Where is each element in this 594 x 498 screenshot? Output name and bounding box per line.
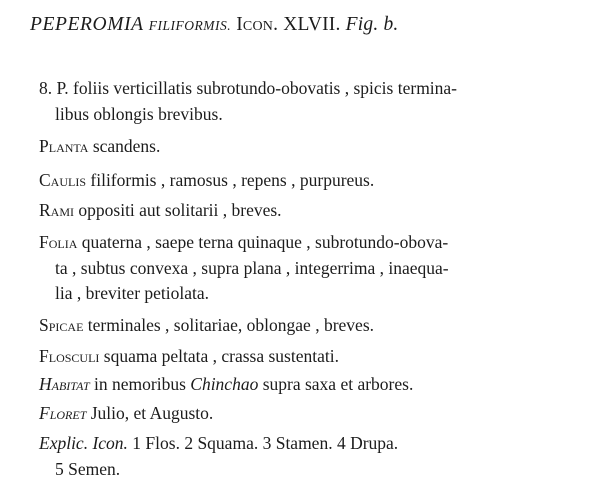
explic-icon-entry	[39, 431, 579, 482]
spicae-entry	[39, 313, 579, 339]
diagnosis-line-1: 8. P. foliis verticillatis subrotundo-obovatis , spicis termina-	[39, 78, 458, 98]
caulis-entry	[39, 168, 579, 194]
folia-label: Folia	[39, 232, 78, 252]
planta-text: scandens.	[88, 136, 161, 156]
habitat-text: in nemoribus	[89, 374, 191, 394]
folia-text: quaterna , saepe terna quinaque , subrotundo-obova-	[77, 232, 449, 252]
caulis-label: Caulis	[39, 170, 87, 190]
title-figure: Fig. b.	[345, 14, 399, 35]
floret-label: Floret	[39, 403, 87, 423]
title-icon-number: Icon. XLVII.	[236, 14, 341, 35]
rami-label: Rami	[39, 200, 75, 220]
folia-line-2: ta , subtus convexa , supra plana , integerrima , inaequa-	[55, 257, 449, 278]
flosculi-label: Flosculi	[39, 346, 100, 366]
habitat-entry	[39, 372, 579, 398]
floret-text: Julio, et Augusto.	[86, 403, 214, 423]
title-species: FILIFORMIS.	[148, 18, 232, 33]
habitat-place: Chinchao	[190, 374, 259, 394]
folia-line-1	[39, 230, 579, 256]
diagnosis-line-2: libus oblongis brevibus.	[55, 103, 223, 124]
planta-label: Planta	[39, 136, 89, 156]
explic-label: Explic. Icon.	[39, 433, 128, 453]
rami-text: oppositi aut solitarii , breves.	[74, 200, 282, 220]
rami-entry	[39, 198, 579, 224]
title-genus: PEPEROMIA	[30, 14, 144, 35]
floret-entry	[39, 401, 579, 427]
page-title	[30, 14, 570, 36]
flosculi-entry	[39, 344, 579, 370]
explic-line-1	[39, 431, 579, 457]
folia-entry	[39, 230, 579, 307]
spicae-label: Spicae	[39, 315, 84, 335]
spicae-text: terminales , solitariae, oblongae , breves.	[83, 315, 375, 335]
folia-line-3: lia , breviter petiolata.	[55, 283, 210, 303]
habitat-label: Habitat	[39, 374, 90, 394]
flosculi-text: squama peltata , crassa sustentati.	[99, 346, 339, 366]
explic-line-2: 5 Semen.	[55, 458, 121, 479]
diagnosis-entry	[39, 76, 579, 127]
explic-text: 1 Flos. 2 Squama. 3 Stamen. 4 Drupa.	[127, 433, 399, 453]
habitat-text-2: supra saxa et arbores.	[258, 374, 414, 394]
caulis-text: filiformis , ramosus , repens , purpureus.	[86, 170, 375, 190]
planta-entry	[39, 134, 579, 160]
